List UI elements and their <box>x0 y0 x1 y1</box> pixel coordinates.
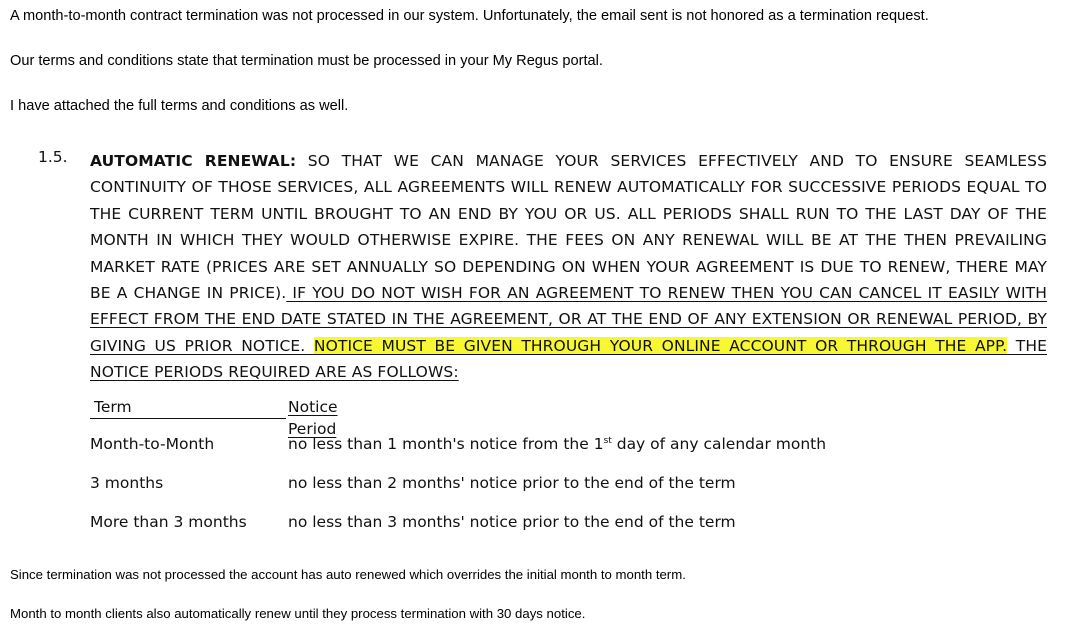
term-cell: Month-to-Month <box>90 435 215 453</box>
term-cell: 3 months <box>90 474 164 492</box>
column-header-term: Term <box>90 396 286 419</box>
column-header-notice-period: Notice Period <box>288 398 338 438</box>
notice-cell: no less than 3 months' notice prior to the end of the term <box>288 513 736 531</box>
clause-cancellation-text: IF YOU DO NOT WISH FOR AN AGREEMENT TO RENEW THEN YOU CAN CANCEL IT EASILY WITH EFFECT FROM THE END DATE STATED IN THE AGREEMENT, OR AT THE END OF ANY EXTENSION OR RENEWAL PERIOD, BY GIVING US PRIOR NOTICE. <box>90 284 1047 355</box>
notice-cell: no less than 1 month's notice from the 1st day of any calendar month <box>288 435 827 453</box>
notice-cell: no less than 2 months' notice prior to the end of the term <box>288 474 736 492</box>
term-cell: More than 3 months <box>90 513 247 531</box>
clause-body <box>90 148 1047 386</box>
email-line-2: Our terms and conditions state that termination must be processed in your My Regus portal. <box>10 53 603 69</box>
email-line-1: A month-to-month contract termination was not processed in our system. Unfortunately, the email sent is not honored as a termination request. <box>10 8 929 24</box>
email-line-3: I have attached the full terms and conditions as well. <box>10 98 349 114</box>
email-line-5: Month to month clients also automatically renew until they process termination with 30 days notice. <box>10 606 586 621</box>
clause-heading: AUTOMATIC RENEWAL: <box>90 152 297 170</box>
clause-number: 1.5. <box>38 148 68 166</box>
clause-notice-periods-text: THE NOTICE PERIODS REQUIRED ARE AS FOLLOWS: <box>90 336 1047 382</box>
clause-text: SO THAT WE CAN MANAGE YOUR SERVICES EFFECTIVELY AND TO ENSURE SEAMLESS CONTINUITY OF THOSE SERVICES, ALL AGREEMENTS WILL RENEW AUTOMATICALLY FOR SUCCESSIVE PERIODS EQUAL TO THE CURRENT TERM UNTIL BROUGHT TO AN END BY YOU OR US. ALL PERIODS SHALL RUN TO THE LAST DAY OF THE MONTH IN WHICH THEY WOULD OTHERWISE EXPIRE. THE FEES ON ANY RENEWAL WILL BE AT THE THEN PREVAILING MARKET RATE (PRICES ARE SET ANNUALLY SO DEPENDING ON WHEN YOUR AGREEMENT IS DUE TO RENEW, THERE MAY BE A CHANGE IN PRICE). <box>90 152 1048 303</box>
email-line-4: Since termination was not processed the account has auto renewed which overrides the initial month to month term. <box>10 567 686 582</box>
clause-highlighted-notice: NOTICE MUST BE GIVEN THROUGH YOUR ONLINE ACCOUNT OR THROUGH THE APP. <box>313 336 1008 355</box>
